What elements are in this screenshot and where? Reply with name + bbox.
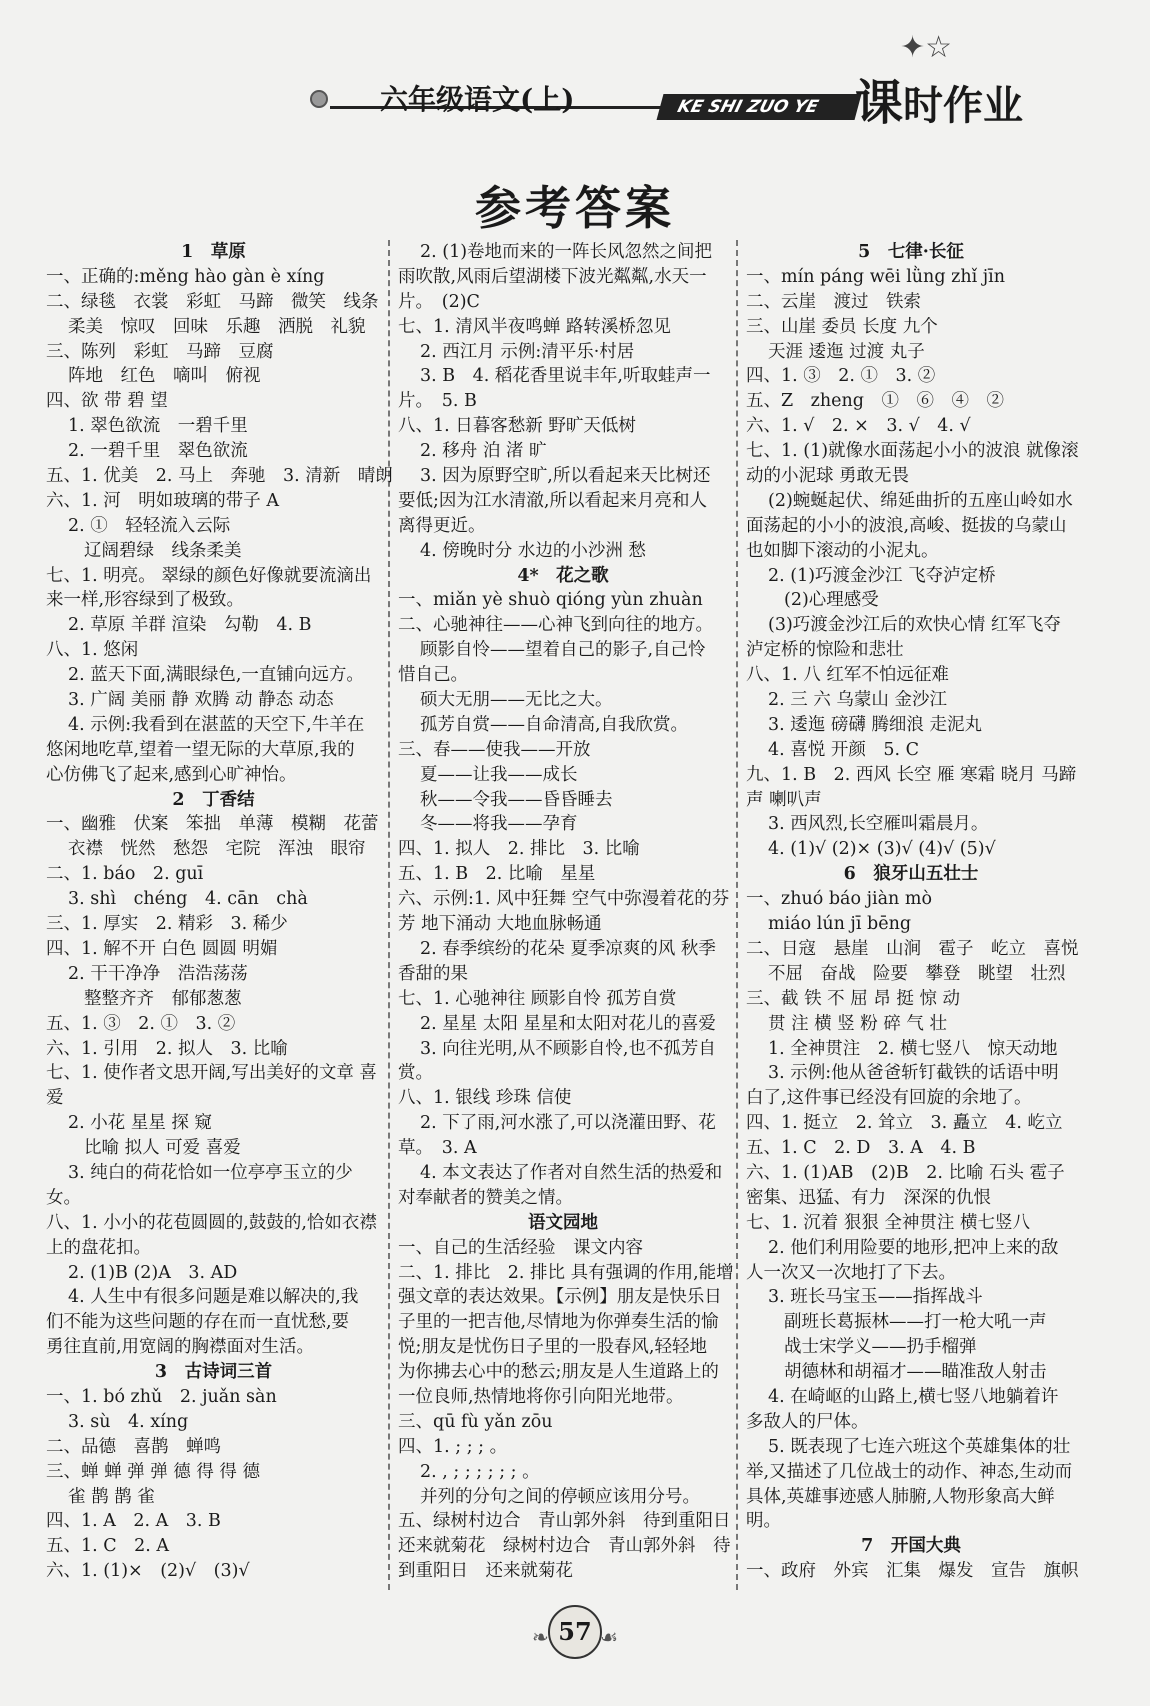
answer-line: 七、1. 明亮。 翠绿的颜色好像就要流滴出: [46, 565, 372, 586]
answer-line: 女。: [46, 1187, 81, 1208]
answer-line: 3. 因为原野空旷,所以看起来天比树还: [420, 466, 711, 487]
answer-line: 也如脚下滚动的小泥丸。: [746, 540, 939, 561]
answer-line: 一位良师,热情地将你引向阳光地带。: [398, 1386, 684, 1407]
answer-line: 二、1. 排比 2. 排比 具有强调的作用,能增: [398, 1262, 734, 1283]
answer-line: 2. 一碧千里 翠色欲流: [68, 441, 248, 462]
section-heading: 1 草原: [181, 242, 246, 262]
answer-line: 三、陈列 彩虹 马蹄 豆腐: [46, 341, 274, 362]
answer-line: 4. 在崎岖的山路上,横七竖八地躺着许: [768, 1386, 1059, 1407]
answer-line: 五、1. 优美 2. 马上 奔驰 3. 清新 晴朗: [46, 466, 393, 487]
answer-line: 硕大无朋——无比之大。: [420, 690, 613, 711]
answer-line: 2. 蓝天下面,满眼绿色,一直铺向远方。: [68, 665, 364, 686]
answer-line: 3. 向往光明,从不顾影自怜,也不孤芳自: [420, 1038, 716, 1059]
answer-line: 白了,这件事已经没有回旋的余地了。: [746, 1088, 1032, 1109]
answer-line: 天涯 逶迤 过渡 丸子: [768, 341, 925, 362]
answer-line: 不屈 奋战 险要 攀登 眺望 壮烈: [768, 963, 1066, 984]
answer-line: 一、政府 外宾 汇集 爆发 宣告 旗帜: [746, 1561, 1079, 1582]
answer-line: 4. 喜悦 开颜 5. C: [768, 739, 919, 760]
answer-line: 4. 傍晚时分 水边的小沙洲 愁: [420, 540, 646, 561]
pinyin-label: KE SHI ZUO YE: [657, 94, 862, 120]
answer-line: 子里的一把吉他,尽情地为你弹奏生活的愉: [398, 1312, 719, 1333]
answer-line: 五、1. B 2. 比喻 星星: [398, 864, 596, 885]
answer-line: 为你拂去心中的愁云;朋友是人生道路上的: [398, 1362, 719, 1383]
stars-icon: ✦☆: [900, 30, 953, 65]
answer-line: 五、1. C 2. A: [46, 1536, 170, 1557]
answer-line: 一、正确的:měng hào gàn è xíng: [46, 266, 325, 287]
page-title: 参考答案: [475, 181, 675, 235]
answer-line: 六、1. 引用 2. 拟人 3. 比喻: [46, 1038, 288, 1059]
answer-line: 五、1. C 2. D 3. A 4. B: [746, 1138, 976, 1159]
answer-line: 四、1. 挺立 2. 耸立 3. 矗立 4. 屹立: [746, 1113, 1063, 1134]
answer-line: 辽阔碧绿 线条柔美: [84, 540, 242, 561]
answer-line: 3. 示例:他从爸爸斩钉截铁的话语中明: [768, 1063, 1059, 1084]
answer-line: 战士宋学义——扔手榴弹: [784, 1337, 977, 1358]
answer-line: 3. 逶迤 磅礴 腾细浪 走泥丸: [768, 714, 982, 735]
answer-line: 七、1. 清风半夜鸣蝉 路转溪桥忽见: [398, 316, 671, 337]
answer-column-2: [398, 240, 734, 1584]
column-divider: [736, 240, 738, 1590]
answer-line: 3. 广阔 美丽 静 欢腾 动 静态 动态: [68, 690, 334, 711]
grade-title: 六年级语文(上): [380, 83, 575, 116]
answer-line: 三、山崖 委员 长度 九个: [746, 316, 938, 337]
answer-line: 一、miǎn yè shuò qióng yùn zhuàn: [398, 590, 703, 611]
answer-line: 到重阳日 还来就菊花: [398, 1561, 573, 1582]
answer-line: 四、1. ③ 2. ① 3. ②: [746, 366, 936, 387]
answer-line: 一、自己的生活经验 课文内容: [398, 1237, 643, 1258]
answer-line: 多敌人的尸体。: [746, 1411, 869, 1432]
answer-line: 六、1. √ 2. × 3. √ 4. √: [746, 416, 971, 437]
answer-line: 四、1. 解不开 白色 圆圆 明媚: [46, 938, 278, 959]
answer-line: 八、1. 八 红军不怕远征难: [746, 665, 949, 686]
answer-line: 六、1. 河 明如玻璃的带子 A: [46, 490, 279, 511]
answer-line: 3. sù 4. xíng: [68, 1411, 189, 1432]
answer-line: 泸定桥的惊险和悲壮: [746, 640, 904, 661]
answer-line: 3. B 4. 稻花香里说丰年,听取蛙声一: [420, 366, 711, 387]
answer-line: 离得更近。: [398, 515, 486, 536]
answer-line: 3. 西风烈,长空雁叫霜晨月。: [768, 814, 989, 835]
answer-line: 3. 班长马宝玉——指挥战斗: [768, 1287, 983, 1308]
answer-line: 4. (1)√ (2)× (3)√ (4)√ (5)√: [768, 839, 996, 860]
answer-line: 2. (1)B (2)A 3. AD: [68, 1262, 238, 1283]
answer-line: 面荡起的小小的波浪,高峻、挺拔的乌蒙山: [746, 515, 1067, 536]
answer-line: 2. 星星 太阳 星星和太阳对花儿的喜爱: [420, 1013, 716, 1034]
answer-line: 要低;因为江水清澈,所以看起来月亮和人: [398, 490, 707, 511]
logo-first-char: 课: [855, 75, 904, 131]
logo-rest: 时作业: [903, 83, 1024, 129]
answer-column-3: [746, 240, 1079, 1584]
answer-line: miáo lún jī bēng: [768, 914, 912, 935]
answer-line: 雨吹散,风雨后望湖楼下波光粼粼,水天一: [398, 266, 707, 287]
answer-line: 二、日寇 悬崖 山涧 雹子 屹立 喜悦: [746, 938, 1079, 959]
answer-line: 2. 草原 羊群 渲染 勾勒 4. B: [68, 615, 312, 636]
answer-line: 们不能为这些问题的存在而一直忧愁,要: [46, 1312, 350, 1333]
answer-line: 二、品德 喜鹊 蝉鸣: [46, 1436, 221, 1457]
answer-line: 衣襟 恍然 愁怨 宅院 浑浊 眼帘: [68, 839, 366, 860]
section-heading: 语文园地: [528, 1212, 598, 1233]
answer-line: 一、mín páng wēi lǜng zhǐ jīn: [746, 266, 1006, 287]
answer-line: 5. 既表现了七连六班这个英雄集体的壮: [768, 1436, 1071, 1457]
answer-line: 孤芳自赏——自命清高,自我欣赏。: [420, 714, 689, 735]
answer-line: 勇往直前,用宽阔的胸襟面对生活。: [46, 1337, 315, 1358]
answer-line: 2. 他们利用险要的地形,把冲上来的敌: [768, 1237, 1059, 1258]
answer-line: 悠闲地吃草,望着一望无际的大草原,我的: [46, 739, 355, 760]
answer-line: 4. 人生中有很多问题是难以解决的,我: [68, 1287, 359, 1308]
answer-line: 2. 下了雨,河水涨了,可以浇灌田野、花: [420, 1113, 716, 1134]
answer-line: 动的小泥球 勇敢无畏: [746, 466, 910, 487]
answer-line: 上的盘花扣。: [46, 1237, 151, 1258]
answer-line: 芳 地下涌动 大地血脉畅通: [398, 914, 602, 935]
answer-line: 整整齐齐 郁郁葱葱: [84, 988, 242, 1009]
answer-line: 五、绿树村边合 青山郭外斜 待到重阳日: [398, 1511, 731, 1532]
answer-line: 阵地 红色 嘀叫 俯视: [68, 366, 261, 387]
answer-line: 一、幽雅 伏案 笨拙 单薄 模糊 花蕾: [46, 814, 379, 835]
answer-line: 3. 纯白的荷花恰如一位亭亭玉立的少: [68, 1162, 353, 1183]
answer-line: 惜自己。: [398, 665, 468, 686]
answer-line: 冬——将我——孕育: [420, 814, 578, 835]
answer-line: 2. (1)卷地而来的一阵长风忽然之间把: [420, 242, 713, 262]
answer-line: 4. 示例:我看到在湛蓝的天空下,牛羊在: [68, 714, 365, 735]
answer-column-1: [46, 240, 393, 1584]
answer-line: 对奉献者的赞美之情。: [398, 1187, 573, 1208]
answer-line: 三、蝉 蝉 弹 弹 德 得 得 德: [46, 1461, 260, 1482]
answer-line: 七、1. 使作者文思开阔,写出美好的文章 喜: [46, 1063, 377, 1084]
answer-line: 副班长葛振林——打一枪大吼一声: [784, 1312, 1047, 1333]
answer-line: 2. , ; ; ; ; ; ; 。: [420, 1461, 540, 1482]
section-heading: 7 开国大典: [861, 1536, 961, 1557]
answer-line: 来一样,形容绿到了极致。: [46, 590, 245, 611]
answer-line: 人一次又一次地打了下去。: [746, 1262, 956, 1283]
answer-line: 赏。: [398, 1063, 433, 1084]
answer-line: 五、Z zheng ① ⑥ ④ ②: [746, 391, 1004, 412]
answer-line: 2. 干干净净 浩浩荡荡: [68, 963, 248, 984]
answer-line: (2)心理感受: [784, 590, 879, 611]
answer-line: 2. 小花 星星 探 窥: [68, 1113, 212, 1134]
answer-line: 九、1. B 2. 西风 长空 雁 寒霜 晓月 马蹄: [746, 764, 1077, 785]
answer-line: 胡德林和胡福才——瞄准敌人射击: [784, 1362, 1047, 1383]
answer-line: 2. 春季缤纷的花朵 夏季凉爽的风 秋季: [420, 938, 716, 959]
answer-line: 六、1. (1)× (2)√ (3)√: [46, 1561, 250, 1582]
answer-line: 秋——令我——昏昏睡去: [420, 789, 613, 810]
answer-line: 1. 全神贯注 2. 横七竖八 惊天动地: [768, 1038, 1058, 1059]
answer-line: 二、云崖 渡过 铁索: [746, 291, 921, 312]
answer-line: 密集、迅猛、有力 深深的仇恨: [746, 1187, 991, 1208]
answer-line: 三、春——使我——开放: [398, 739, 591, 760]
answer-line: 香甜的果: [398, 963, 468, 984]
page-number-badge: [530, 1605, 620, 1665]
answer-line: 一、zhuó báo jiàn mò: [746, 889, 933, 910]
answer-line: 2. ① 轻轻流入云际: [68, 515, 231, 536]
answer-line: 3. shì chéng 4. cān chà: [68, 889, 308, 910]
answer-line: 四、1. ; ; ; 。: [398, 1436, 508, 1457]
answer-line: 片。 5. B: [398, 391, 477, 412]
answer-line: 七、1. (1)就像水面荡起小小的波浪 就像滚: [746, 441, 1079, 462]
answer-line: 4. 本文表达了作者对自然生活的热爱和: [420, 1162, 723, 1183]
answer-line: 2. 三 六 乌蒙山 金沙江: [768, 690, 947, 711]
answer-line: 四、欲 带 碧 望: [46, 391, 168, 412]
page-header: [300, 30, 1070, 131]
section-heading: 6 狼牙山五壮士: [843, 864, 979, 885]
answer-line: 七、1. 心驰神往 顾影自怜 孤芳自赏: [398, 988, 677, 1009]
answer-line: 片。 (2)C: [398, 291, 480, 312]
answer-line: 八、1. 日暮客愁新 野旷天低树: [398, 416, 636, 437]
answer-line: 2. (1)巧渡金沙江 飞夺泸定桥: [768, 565, 996, 586]
bullet-icon: [310, 90, 328, 108]
answer-line: 顾影自怜——望着自己的影子,自己怜: [420, 640, 706, 661]
column-divider: [388, 240, 390, 1590]
answer-line: 一、1. bó zhǔ 2. juǎn sàn: [46, 1386, 277, 1407]
answer-line: 七、1. 沉着 狠狠 全神贯注 横七竖八: [746, 1212, 1030, 1233]
answer-line: 三、1. 厚实 2. 精彩 3. 稀少: [46, 914, 288, 935]
answer-line: 草。 3. A: [398, 1138, 477, 1159]
answer-line: 六、示例:1. 风中狂舞 空气中弥漫着花的芬: [398, 889, 730, 910]
answer-line: 四、1. 拟人 2. 排比 3. 比喻: [398, 839, 640, 860]
answer-line: 二、1. báo 2. guī: [46, 864, 204, 885]
section-heading: 2 丁香结: [172, 789, 255, 810]
answer-line: 2. 移舟 泊 渚 旷: [420, 441, 547, 462]
answer-line: 并列的分句之间的停顿应该用分号。: [420, 1486, 700, 1507]
answer-line: 三、qū fù yǎn zōu: [398, 1411, 553, 1432]
leaf-icon: ☙: [600, 1625, 618, 1649]
answer-line: 柔美 惊叹 回味 乐趣 洒脱 礼貌: [68, 316, 366, 337]
answer-line: 二、绿毯 衣裳 彩虹 马蹄 微笑 线条: [46, 291, 379, 312]
answer-line: 声 喇叭声: [746, 789, 822, 810]
answer-line: 比喻 拟人 可爱 喜爱: [84, 1138, 241, 1159]
answer-line: 二、心驰神往——心神飞到向往的地方。: [398, 615, 713, 636]
section-heading: 3 古诗词三首: [154, 1362, 273, 1383]
section-heading: 4* 花之歌: [517, 565, 609, 586]
answer-line: 雀 鹊 鹊 雀: [68, 1486, 155, 1507]
answer-line: 五、1. ③ 2. ① 3. ②: [46, 1013, 236, 1034]
answer-line: 还来就菊花 绿树村边合 青山郭外斜 待: [398, 1536, 731, 1557]
answer-line: (2)蜿蜒起伏、绵延曲折的五座山岭如水: [768, 490, 1073, 511]
answer-line: 八、1. 小小的花苞圆圆的,鼓鼓的,恰如衣襟: [46, 1212, 377, 1233]
answer-line: 1. 翠色欲流 一碧千里: [68, 416, 248, 437]
page-number: 57: [548, 1605, 602, 1659]
answer-line: 明。: [746, 1511, 781, 1532]
answer-line: 六、1. (1)AB (2)B 2. 比喻 石头 雹子: [746, 1162, 1065, 1183]
section-heading: 5 七律·长征: [858, 242, 964, 262]
answer-line: 悦;朋友是忧伤日子里的一股春风,轻轻地: [398, 1337, 707, 1358]
answer-line: 2. 西江月 示例:清平乐·村居: [420, 341, 635, 362]
answer-line: 强文章的表达效果。【示例】朋友是快乐日: [398, 1287, 722, 1308]
leaf-icon: ❧: [532, 1625, 549, 1649]
answer-line: 八、1. 悠闲: [46, 640, 139, 661]
answer-line: 具体,英雄事迹感人肺腑,人物形象高大鲜: [746, 1486, 1055, 1507]
answer-line: 四、1. A 2. A 3. B: [46, 1511, 221, 1532]
logo: [855, 64, 1023, 133]
answer-line: (3)巧渡金沙江后的欢快心情 红军飞夺: [768, 615, 1061, 636]
answer-line: 八、1. 银线 珍珠 信使: [398, 1088, 572, 1109]
answer-line: 三、截 铁 不 屈 昂 挺 惊 动: [746, 988, 960, 1009]
answer-line: 爱: [46, 1088, 64, 1109]
answer-line: 夏——让我——成长: [420, 764, 578, 785]
answer-line: 举,又描述了几位战士的动作、神态,生动而: [746, 1461, 1073, 1482]
answer-line: 贯 注 横 竖 粉 碎 气 壮: [768, 1013, 947, 1034]
answer-line: 心仿佛飞了起来,感到心旷神怡。: [46, 764, 297, 785]
